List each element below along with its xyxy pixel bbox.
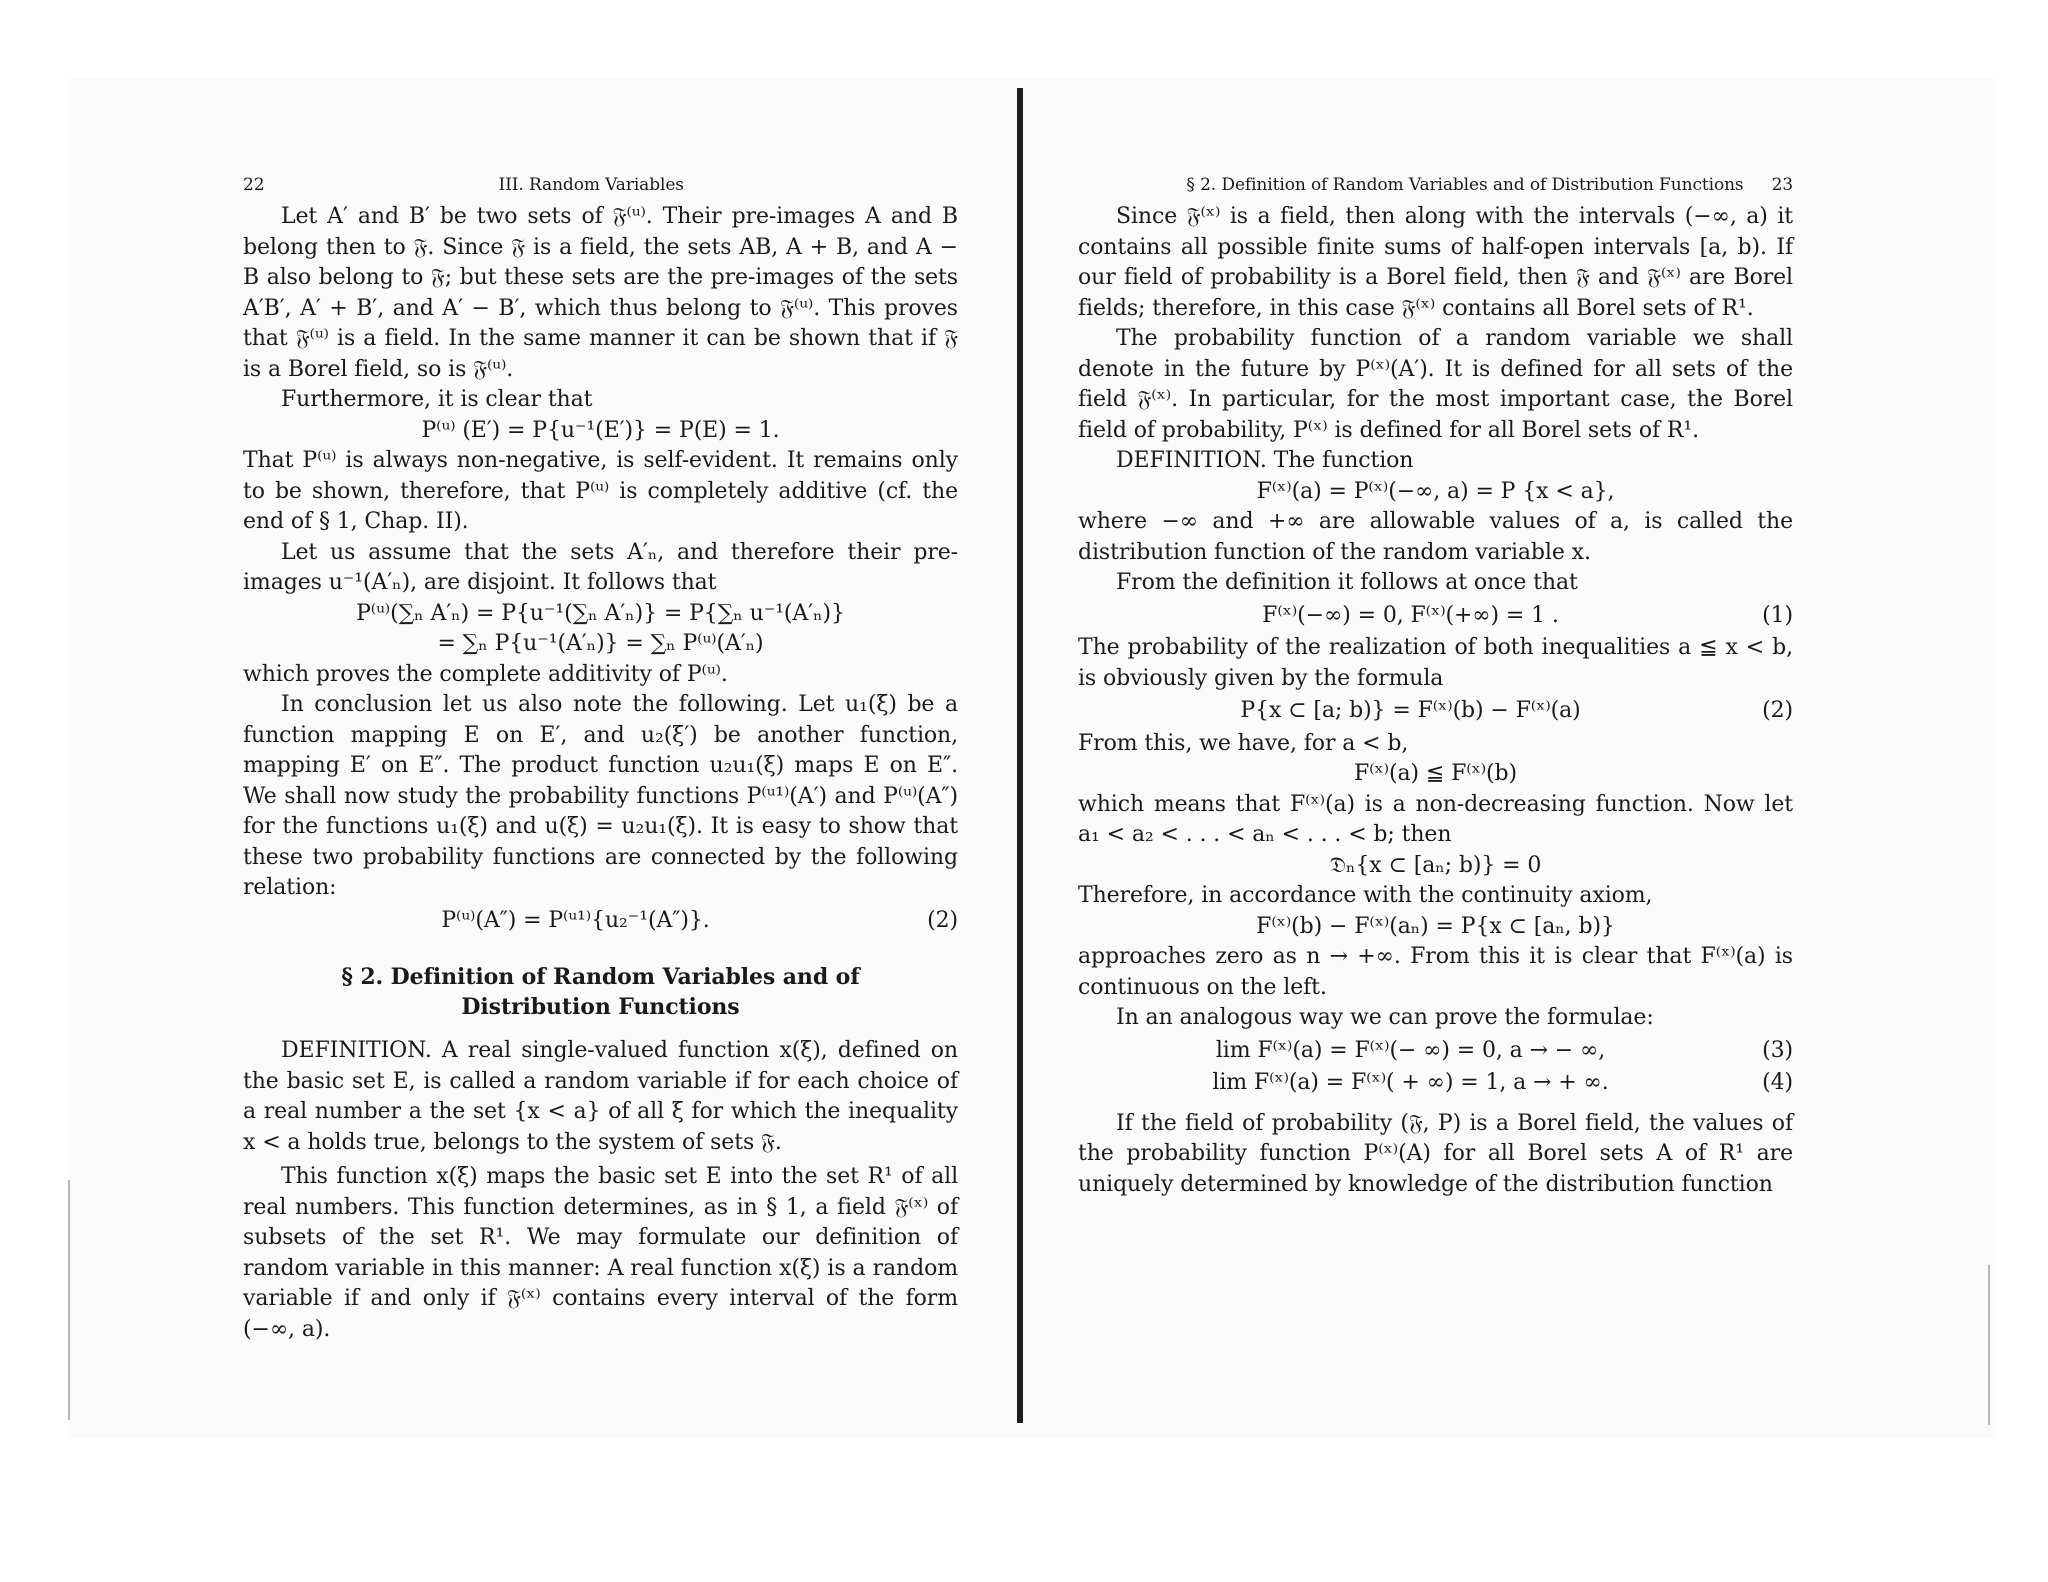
paragraph: approaches zero as n → +∞. From this it is clear that F⁽ˣ⁾(a) is continuous on the left. [1078,944,1793,1000]
running-head: § 2. Definition of Random Variables and of Distribution Functions [1186,175,1744,195]
section-title-line: § 2. Definition of Random Variables and of [341,964,860,990]
left-page-header [243,170,958,195]
equation: F⁽ˣ⁾(a) ≦ F⁽ˣ⁾(b) [1353,761,1518,786]
equation: P⁽ᵘ⁾ (E′) = P{u⁻¹(E′)} = P(E) = 1. [421,417,780,443]
equation: F⁽ˣ⁾(a) = P⁽ˣ⁾(−∞, a) = P {x < a}, [1256,478,1615,504]
right-page-header [1078,170,1793,195]
page-edge-right [1988,1265,1990,1425]
paragraph: That P⁽ᵘ⁾ is always non-negative, is self-evident. It remains only to be shown, therefore, that P⁽ᵘ⁾ is completely additive (cf. the end of § 1, Chap. II). [243,448,958,534]
left-page [243,170,958,1345]
numbered-equation [1078,1068,1793,1099]
right-page [1078,170,1793,1200]
section-title-line: Distribution Functions [461,994,740,1020]
equation: P{x ⊂ [a; b)} = F⁽ˣ⁾(b) − F⁽ˣ⁾(a) [1240,698,1581,723]
equation-number: (1) [1762,602,1793,628]
equation: 𝔇ₙ{x ⊂ [aₙ; b)} = 0 [1329,852,1542,878]
paragraph: In conclusion let us also note the following. Let u₁(ξ) be a function mapping E on E′, and u₂(ξ′) be another function, mapping E′ on E″. The product function u₂u₁(ξ) maps E on E″. We shall now study the probability functions P⁽ᵘ¹⁾(A′) and P⁽ᵘ⁾(A″) for the functions u₁(ξ) and u(ξ) = u₂u₁(ξ). It is easy to show that these two probability functions are connected by the following relation: [243,692,958,900]
paragraph: Furthermore, it is clear that [281,387,593,412]
equation-number: (2) [1762,698,1793,723]
equation: F⁽ˣ⁾(−∞) = 0, F⁽ˣ⁾(+∞) = 1 . [1262,602,1559,628]
paragraph: The probability function of a random variable we shall denote in the future by P⁽ˣ⁾(A′). It is defined for all sets of the field 𝔉⁽ˣ⁾. In particular, for the most important case, the Borel field of probability, P⁽ˣ⁾ is defined for all Borel sets of R¹. [1078,326,1793,443]
section-title [243,962,958,1022]
numbered-equation [243,906,958,937]
paragraph: Let A′ and B′ be two sets of 𝔉⁽ᵘ⁾. Their pre-images A and B belong then to 𝔉. Since 𝔉 is a field, the sets AB, A + B, and A − B also belong to 𝔉; but these sets are the pre-images of the sets A′B′, A′ + B′, and A′ − B′, which thus belong to 𝔉⁽ᵘ⁾. This proves that 𝔉⁽ᵘ⁾ is a field. In the same manner it can be shown that if 𝔉 is a Borel field, so is 𝔉⁽ᵘ⁾. [243,204,958,382]
paragraph: The probability of the realization of both inequalities a ≦ x < b, is obviously given by the formula [1078,635,1793,691]
equation: P⁽ᵘ⁾(∑ₙ A′ₙ) = P{u⁻¹(∑ₙ A′ₙ)} = P{∑ₙ u⁻¹(A′ₙ)} [356,600,845,626]
book-gutter [1017,88,1023,1423]
equation-number: (4) [1762,1070,1793,1095]
equation: lim F⁽ˣ⁾(a) = F⁽ˣ⁾( + ∞) = 1, a → + ∞. [1212,1070,1609,1095]
page-number: 23 [1771,175,1793,195]
paragraph: DEFINITION. The function [1116,448,1414,473]
equation-number: (3) [1762,1037,1793,1063]
equation: lim F⁽ˣ⁾(a) = F⁽ˣ⁾(− ∞) = 0, a → − ∞, [1215,1037,1606,1063]
paragraph: This function x(ξ) maps the basic set E into the set R¹ of all real numbers. This function determines, as in § 1, a field 𝔉⁽ˣ⁾ of subsets of the set R¹. We may formulate our definition of random variable in this manner: A real function x(ξ) is a random variable if and only if 𝔉⁽ˣ⁾ contains every interval of the form (−∞, a). [243,1164,958,1342]
numbered-equation [1078,696,1793,727]
numbered-equation [1078,1036,1793,1067]
equation-number: (2) [927,907,958,933]
paragraph: which means that F⁽ˣ⁾(a) is a non-decreasing function. Now let a₁ < a₂ < . . . < aₙ < . . . < b; then [1078,791,1793,847]
paragraph: In an analogous way we can prove the formulae: [1116,1005,1654,1030]
equation: F⁽ˣ⁾(b) − F⁽ˣ⁾(aₙ) = P{x ⊂ [aₙ, b)} [1256,913,1615,939]
running-head: III. Random Variables [498,175,684,195]
equation: P⁽ᵘ⁾(A″) = P⁽ᵘ¹⁾{u₂⁻¹(A″)}. [441,907,710,933]
paragraph: DEFINITION. A real single-valued function x(ξ), defined on the basic set E, is called a random variable if for each choice of a real number a the set {x < a} of all ξ for which the inequality x < a holds true, belongs to the system of sets 𝔉. [243,1038,958,1155]
paragraph: Let us assume that the sets A′ₙ, and therefore their pre-images u⁻¹(A′ₙ), are disjoint. It follows that [243,539,958,595]
page-edge-left [68,1180,70,1420]
equation: = ∑ₙ P{u⁻¹(A′ₙ)} = ∑ₙ P⁽ᵘ⁾(A′ₙ) [437,631,764,656]
paragraph: If the field of probability (𝔉, P) is a Borel field, the values of the probability function P⁽ˣ⁾(A) for all Borel sets A of R¹ are uniquely determined by knowledge of the distribution function [1078,1110,1793,1197]
numbered-equation [1078,601,1793,632]
paragraph: where −∞ and +∞ are allowable values of a, is called the distribution function of the random variable x. [1078,509,1793,565]
paragraph: which proves the complete additivity of P⁽ᵘ⁾. [243,661,728,687]
paragraph: From the definition it follows at once that [1116,570,1578,595]
paragraph: From this, we have, for a < b, [1078,730,1409,756]
paragraph: Therefore, in accordance with the continuity axiom, [1078,883,1653,908]
page-number: 22 [243,175,265,195]
paragraph: Since 𝔉⁽ˣ⁾ is a field, then along with the intervals (−∞, a) it contains all possible finite sums of half-open intervals [a, b). If our field of probability is a Borel field, then 𝔉 and 𝔉⁽ˣ⁾ are Borel fields; therefore, in this case 𝔉⁽ˣ⁾ contains all Borel sets of R¹. [1078,204,1793,321]
